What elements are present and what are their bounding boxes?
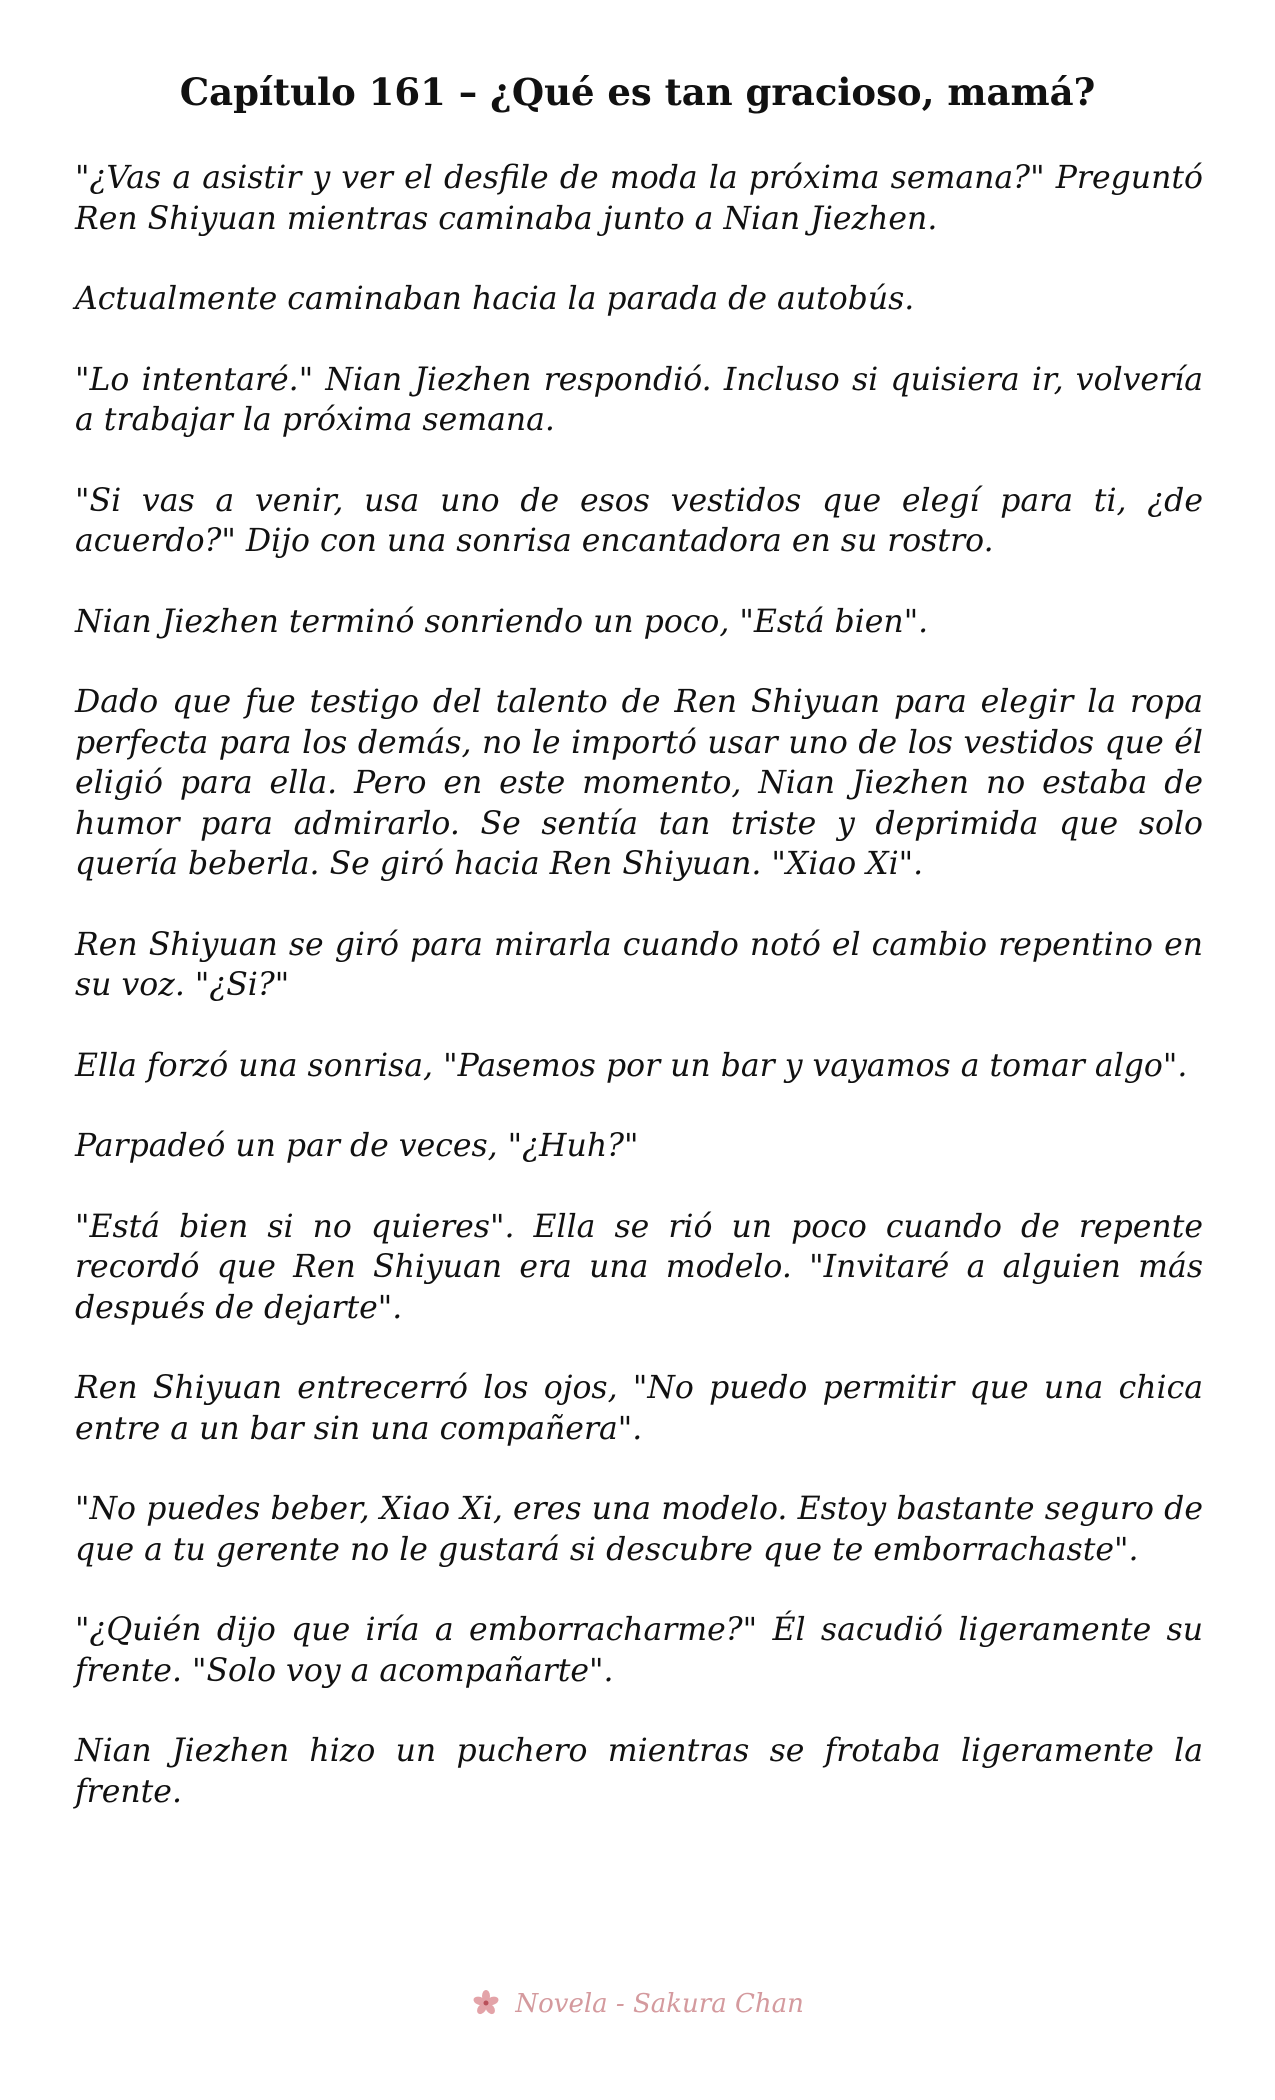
paragraph: Dado que fue testigo del talento de Ren Shiyuan para elegir la ropa perfecta para los demás, no le importó usar uno de los vestidos que él eligió para ella. Pero en este momento, Nian Jiezhen no estaba de humor para admirarlo. Se sentía tan triste y deprimida que solo quería beberla. Se giró hacia Ren Shiyuan. "Xiao Xi".: [75, 684, 1203, 883]
paragraph: Actualmente caminaban hacia la parada de autobús.: [75, 281, 915, 318]
chapter-body: [75, 158, 1203, 1812]
paragraph: Ren Shiyuan se giró para mirarla cuando notó el cambio repentino en su voz. "¿Si?": [75, 926, 1203, 1004]
chapter-title: Capítulo 161 – ¿Qué es tan gracioso, mamá?: [179, 70, 1096, 114]
paragraph: "¿Quién dijo que iría a emborracharme?" Él sacudió ligeramente su frente. "Solo voy a acompañarte".: [75, 1612, 1203, 1689]
paragraph: "Lo intentaré." Nian Jiezhen respondió. Incluso si quisiera ir, volvería a trabajar la próxima semana.: [75, 361, 1203, 439]
sakura-flower-icon: [471, 1988, 501, 2025]
paragraph: "Está bien si no quieres". Ella se rió un poco cuando de repente recordó que Ren Shiyuan era una modelo. "Invitaré a alguien más después de dejarte".: [75, 1208, 1203, 1326]
paragraph: Nian Jiezhen hizo un puchero mientras se frotaba ligeramente la frente.: [75, 1733, 1203, 1810]
site-watermark: [0, 1988, 1275, 2025]
watermark-text: Novela - Sakura Chan: [515, 1989, 804, 2019]
paragraph: "Si vas a venir, usa uno de esos vestidos que elegí para ti, ¿de acuerdo?" Dijo con una sonrisa encantadora en su rostro.: [75, 482, 1203, 560]
paragraph: Ren Shiyuan entrecerró los ojos, "No puedo permitir que una chica entre a un bar sin una compañera".: [75, 1370, 1203, 1447]
paragraph: Parpadeó un par de veces, "¿Huh?": [75, 1128, 639, 1165]
paragraph: Ella forzó una sonrisa, "Pasemos por un bar y vayamos a tomar algo".: [75, 1047, 1188, 1084]
paragraph: "No puedes beber, Xiao Xi, eres una modelo. Estoy bastante seguro de que a tu gerente no le gustará si descubre que te emborrachaste".: [75, 1491, 1203, 1568]
paragraph: "¿Vas a asistir y ver el desfile de moda la próxima semana?" Preguntó Ren Shiyuan mientras caminaba junto a Nian Jiezhen.: [75, 160, 1203, 237]
paragraph: Nian Jiezhen terminó sonriendo un poco, "Está bien".: [75, 603, 929, 640]
